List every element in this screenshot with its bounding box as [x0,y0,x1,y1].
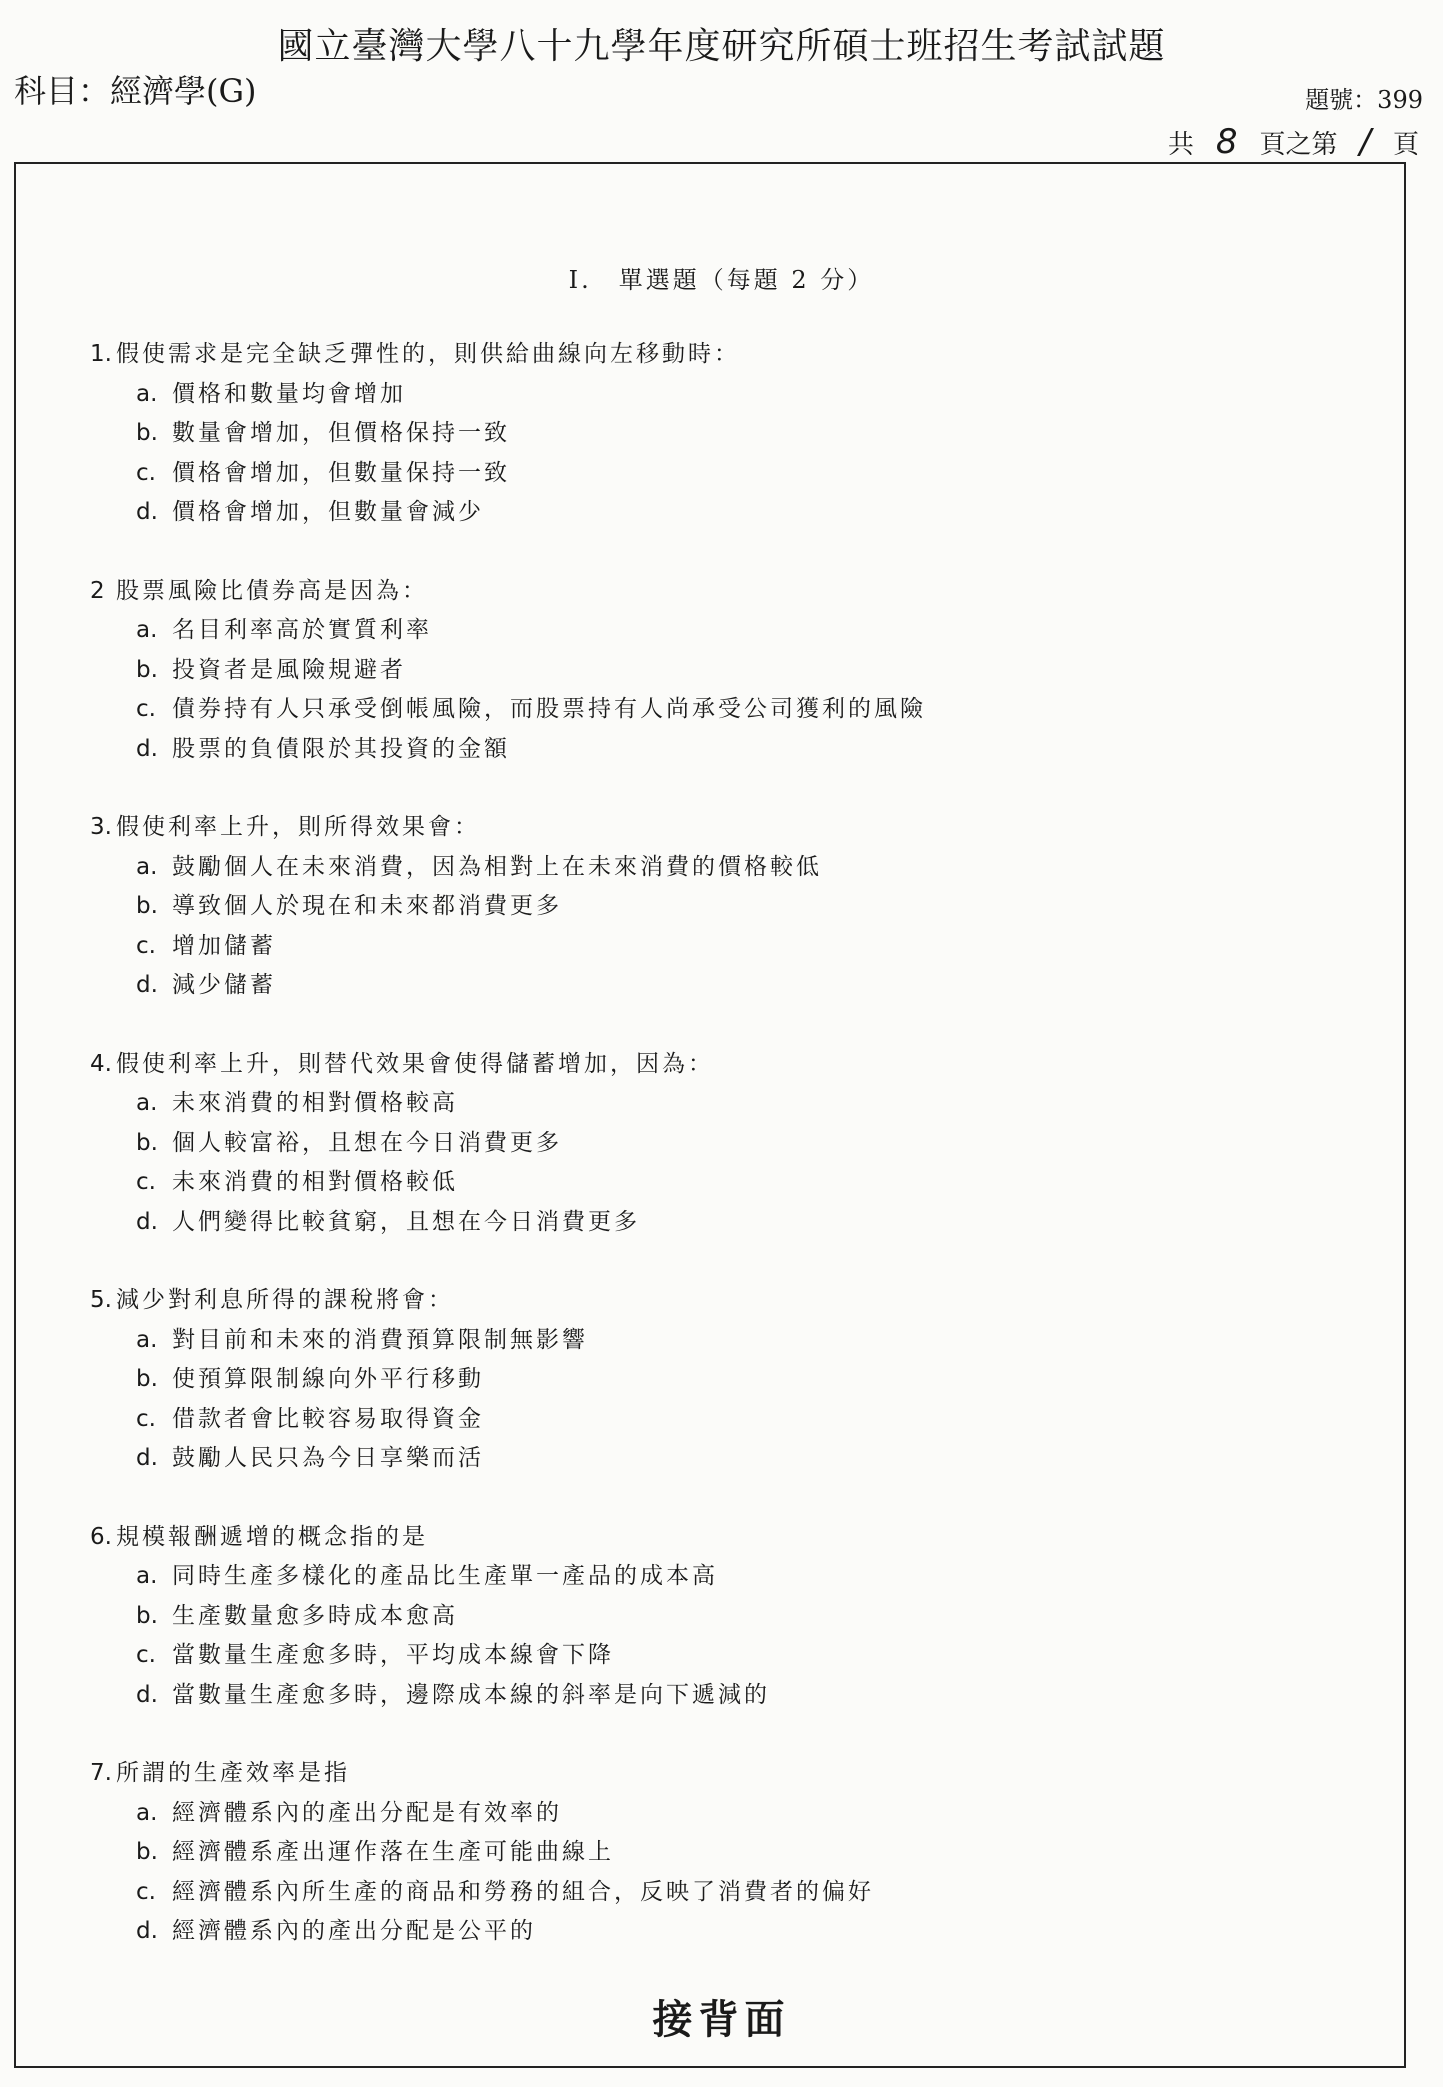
option-d [90,730,1340,770]
option-label: b. [136,893,158,919]
option-text: 經濟體系內的產出分配是有效率的 [172,1799,562,1826]
question-number: 3. [90,814,112,840]
option-text: 價格和數量均會增加 [172,380,406,407]
option-a [90,375,1340,415]
option-label: d. [136,1445,158,1471]
option-a [90,1794,1340,1834]
option-label: c. [136,1169,156,1195]
page-prefix: 共 [1167,130,1194,160]
option-text: 借款者會比較容易取得資金 [172,1405,484,1432]
option-b [90,651,1340,691]
option-text: 增加儲蓄 [172,932,276,959]
question-text: 假使利率上升，則替代效果會使得儲蓄增加，因為： [116,1050,714,1077]
option-a [90,611,1340,651]
option-label: d. [136,1918,158,1944]
option-b [90,414,1340,454]
continue-on-back-note: 接背面 [652,1996,791,2043]
option-text: 債券持有人只承受倒帳風險，而股票持有人尚承受公司獲利的風險 [172,696,926,722]
question-1 [90,335,1340,533]
option-b [90,1597,1340,1637]
option-b [90,1124,1340,1164]
option-label: a. [136,617,158,643]
option-label: d. [136,1208,158,1235]
option-label: d. [136,499,158,525]
question-text: 減少對利息所得的課稅將會： [116,1287,454,1313]
option-c [90,1873,1340,1913]
question-list [90,335,1340,1991]
option-label: a. [136,1799,158,1826]
option-text: 生產數量愈多時成本愈高 [172,1602,458,1629]
option-text: 同時生產多樣化的產品比生產單一產品的成本高 [172,1563,718,1589]
option-text: 使預算限制線向外平行移動 [172,1366,484,1392]
option-d [90,1439,1340,1479]
option-c [90,927,1340,967]
option-d [90,493,1340,533]
option-d [90,1912,1340,1952]
option-a [90,848,1340,888]
option-text: 價格會增加，但數量會減少 [172,499,484,525]
option-label: b. [136,1366,158,1392]
option-label: a. [136,1090,158,1116]
option-d [90,1203,1340,1243]
option-text: 鼓勵人民只為今日享樂而活 [172,1445,484,1471]
option-label: c. [136,1878,156,1905]
option-label: b. [136,656,158,683]
question-number: 7. [90,1760,112,1786]
question-4 [90,1045,1340,1243]
question-3 [90,808,1340,1006]
option-c [90,454,1340,494]
option-label: b. [136,1129,158,1156]
question-number: 1. [90,341,112,367]
option-a [90,1557,1340,1597]
option-text: 導致個人於現在和未來都消費更多 [172,893,562,919]
exam-code: 題號：399 [1305,86,1423,114]
exam-title: 國立臺灣大學八十九學年度研究所碩士班招生考試試題 [277,26,1166,67]
option-text: 經濟體系內所生產的商品和勞務的組合，反映了消費者的偏好 [172,1878,874,1905]
option-label: b. [136,1839,158,1865]
option-text: 未來消費的相對價格較低 [172,1169,458,1195]
option-b [90,887,1340,927]
option-text: 經濟體系內的產出分配是公平的 [172,1918,536,1944]
option-d [90,1676,1340,1716]
option-text: 對目前和未來的消費預算限制無影響 [172,1326,588,1353]
option-text: 投資者是風險規避者 [172,656,406,683]
page-middle: 頁之第 [1259,130,1338,160]
option-text: 減少儲蓄 [172,972,276,998]
option-text: 價格會增加，但數量保持一致 [172,459,510,486]
section-title: I. 單選題（每題 2 分） [568,266,875,294]
option-d [90,966,1340,1006]
question-7 [90,1754,1340,1952]
question-number: 4. [90,1050,112,1077]
question-2 [90,572,1340,770]
question-stem [90,808,1340,848]
question-stem [90,335,1340,375]
option-c [90,1400,1340,1440]
option-text: 股票的負債限於其投資的金額 [172,735,510,762]
exam-subject: 科目：經濟學(G) [14,72,257,110]
question-stem [90,572,1340,612]
option-label: d. [136,972,158,998]
question-text: 規模報酬遞增的概念指的是 [116,1523,428,1550]
question-number: 6. [90,1523,112,1550]
option-text: 數量會增加，但價格保持一致 [172,420,510,446]
page-suffix: 頁 [1392,130,1419,160]
option-text: 當數量生產愈多時，平均成本線會下降 [172,1642,614,1668]
option-text: 未來消費的相對價格較高 [172,1090,458,1116]
question-stem [90,1754,1340,1794]
option-label: a. [136,1563,158,1589]
option-c [90,1636,1340,1676]
option-label: a. [136,853,158,880]
page-info [1168,122,1419,162]
option-label: c. [136,696,156,722]
question-text: 假使需求是完全缺乏彈性的，則供給曲線向左移動時： [116,341,740,367]
option-a [90,1084,1340,1124]
option-label: c. [136,1642,156,1668]
question-stem [90,1045,1340,1085]
question-number: 5. [90,1287,112,1313]
option-b [90,1360,1340,1400]
question-5 [90,1281,1340,1479]
option-text: 當數量生產愈多時，邊際成本線的斜率是向下遞減的 [172,1681,770,1708]
question-number: 2 [90,577,105,604]
option-c [90,690,1340,730]
option-label: d. [136,735,158,762]
page-current: / [1359,122,1371,162]
question-text: 假使利率上升，則所得效果會： [116,814,480,840]
option-text: 人們變得比較貧窮，且想在今日消費更多 [172,1208,640,1235]
option-b [90,1833,1340,1873]
option-label: a. [136,380,158,407]
page-total: 8 [1215,122,1238,162]
question-text: 股票風險比債券高是因為： [116,577,428,604]
question-stem [90,1518,1340,1558]
option-label: c. [136,932,156,959]
option-label: b. [136,420,158,446]
option-label: a. [136,1326,158,1353]
option-text: 個人較富裕，且想在今日消費更多 [172,1129,562,1156]
option-label: c. [136,1405,156,1432]
question-text: 所謂的生產效率是指 [116,1760,350,1786]
option-text: 經濟體系產出運作落在生產可能曲線上 [172,1839,614,1865]
question-6 [90,1518,1340,1716]
option-label: d. [136,1681,158,1708]
option-label: b. [136,1602,158,1629]
option-a [90,1321,1340,1361]
option-text: 名目利率高於實質利率 [172,617,432,643]
option-text: 鼓勵個人在未來消費，因為相對上在未來消費的價格較低 [172,853,822,880]
option-c [90,1163,1340,1203]
option-label: c. [136,459,156,486]
question-stem [90,1281,1340,1321]
